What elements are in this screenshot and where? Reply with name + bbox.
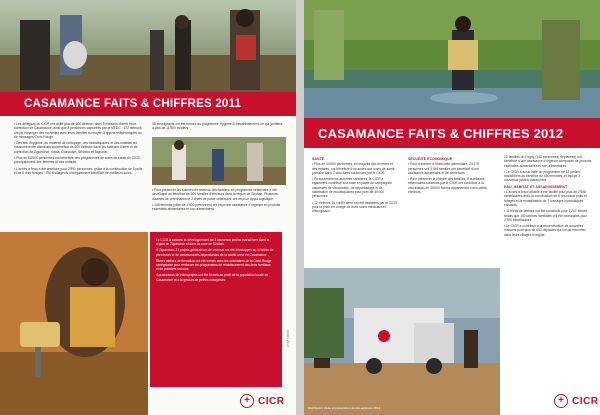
left-column-2-lower [152, 188, 284, 213]
left-col1-item: • Des kits d'hygiène, du matériel de nettoyage, des moustiquaires et des matelas ont notamment été distribués au bénéfice de 600 détenus dans les maisons d'arrêt et de correction de Ziguinchor, Kolda, Oussouye, Sédhiou et Bignona. [14, 141, 146, 154]
left-col2-item: 48 enseignants ont été formés au programme Hygiène & Assainissement, ce qui profitera à plus de 11'500 écoliers. [152, 122, 283, 131]
photo-water-pump [0, 0, 296, 92]
left-col1-item: • Les délégués du CICR ont visité plus de 600 détenus dans 5 maisons d'arrêt et de correction de Casamance, ainsi que 8 personnes capturées par le MFDC ; 172 détenus ont pu échanger des nouvelles avec leurs familles au moyen d'appels téléphoniques ou de messages Croix-Rouge. [14, 122, 146, 139]
right-column-1 [312, 155, 398, 216]
left-side-note: CICR / 2012 [286, 330, 290, 347]
photo-caption: Distribution d'eau et préparation de kits agricoles 2012 [308, 406, 381, 410]
photo-field-visit [152, 137, 286, 185]
right-securite-item: • Pour répondre à l'insécurité alimentaire, 24'479 personnes soit 3'446 familles ont bénéficié d'une assistance alimentaire et de semences. [408, 162, 494, 175]
right-eau-item: • Le CICR a contribué à la reconstruction de nouvelles maisons pour plus de 600 déplacés qui ont pu retourner dans leurs villages d'origine. [504, 224, 592, 237]
right-securite-item: • Pour préserver le cheptel des familles, 6 auxiliaires vétérinaires soutenus par le CICR ont contribué à la vaccination de 30'000 bovins appartenant à des petits éleveurs. [408, 177, 494, 194]
right-page [304, 0, 600, 415]
right-eau-item: • 11 blocs de latrines ont été construits pour 1'247 élèves, tandis que 150 latrines familiales ont été construites pour 2'300 bénéficiaires. [504, 209, 592, 222]
section-heading-eau: EAU, HABITAT ET ASSAINISSEMENT [504, 184, 568, 189]
right-sante-item: • 12 victimes du conflit armé ont été assistées par le CICR pour la prise en charge de leurs soins médicaux et chirurgicaux. [312, 201, 398, 214]
red-cross-icon: + [554, 394, 568, 408]
left-redbox-item: Divers ateliers de formation ont été menés avec les volontaires de la Croix-Rouge sénégalaise pour renforcer les programmes de rétablissement des liens familiaux et de premiers secours. [156, 258, 272, 272]
left-col2-item: • 148 femmes (cible de 1'500 personnes) ont reçu une assistance d'urgence en produits essentiels alimentaires et non alimentaires. [152, 203, 284, 212]
red-cross-icon: + [240, 394, 254, 408]
left-page [0, 0, 296, 415]
right-logo-text: CICR [572, 395, 599, 407]
right-sante-item: • Plus de 44'000 personnes, en majorité des femmes et des enfants, ont bénéficié d'un accès aux soins de santé primaire dans 7 structures soutenues par le CICR. [312, 162, 398, 175]
left-logo-text: CICR [258, 395, 285, 407]
right-securite-item: • Le CICR a aussi initié un programme de 13 jardins maraîchers au bénéfice de 650 femmes, et équipé 2 nouveaux jardins maraîchers. [504, 170, 592, 183]
right-securite-item: 20 familles du Fogny (148 personnes) déplacées) ont bénéficié d'une assistance d'urgence composée de produits essentiels alimentaires et non alimentaires. [504, 155, 592, 168]
left-red-box [150, 232, 282, 387]
left-icrc-logo [240, 394, 284, 408]
right-page-title: CASAMANCE FAITS & CHIFFRES 2012 [318, 125, 564, 141]
page-gutter [296, 0, 304, 415]
section-heading-sante: SANTÉ [312, 157, 325, 161]
right-column-3 [504, 155, 592, 239]
right-title-banner [304, 118, 600, 148]
photo-woman-water [0, 232, 148, 415]
right-column-2 [408, 155, 494, 196]
photo-woman-field [304, 0, 600, 118]
left-col2-item: • Pour préserver les sources de revenus des familles, un programme vétérinaire a été développé au bénéfice de 500 familles d'éleveurs dans la région de Sindian. Plusieurs dizaines de vétérinaires et 2 chefs de poste vétérinaire ont reçu un appui logistique. [152, 188, 284, 201]
left-title-banner [0, 92, 296, 116]
left-redbox-item: 4 promoteurs de microprojets ont été formés au profit de la population locale en Casamance et à la gestion de petites entreprises. [156, 273, 269, 282]
left-redbox-item: À Ziguinchor, 21 projets générateurs de revenus ont été développés au bénéfice de personnes et de communautés dépendantes de la conflit armé en Casamance. [156, 248, 274, 257]
right-sante-item: • En soutenant les autorités sanitaires, le CICR a également contribué à la mise en place de campagnes nationales de vaccination, de déparasitage et de distribution de moustiquaires pour près de 40'000 personnes. [312, 177, 398, 198]
left-col1-item: • Plus de 64'000 personnes ont bénéficié des programmes de soins de santé du CICR, principalement des femmes et des enfants. [14, 156, 146, 165]
photo-truck-distribution [304, 268, 500, 415]
right-icrc-logo [554, 394, 598, 408]
left-page-title: CASAMANCE FAITS & CHIFFRES 2011 [24, 98, 242, 110]
right-eau-item: • L'accès à l'eau potable a été facilité pour plus de 2'558 bénéficiaires avec la construction de 6 nouveaux puits et forages et la réhabilitation de 7 ouvrages hydrauliques existants. [504, 190, 592, 207]
left-column-1 [14, 122, 146, 177]
left-col1-item: • L'accès à l'eau a été amélioré pour 2'991 personnes, grâce à la construction de 3 puits et de 6 mini forages ; 9'818 villageois ont également bénéficié de meilleurs soins. [14, 167, 146, 176]
left-redbox-item: Le CICR a soutenu le développement de 3 nouveaux jardins maraîchers dans la région de Ziguinchor et dans la zone de Sindian. [156, 238, 270, 247]
section-heading-securite: SÉCURITÉ ÉCONOMIQUE [408, 157, 453, 161]
left-column-2 [152, 122, 284, 133]
